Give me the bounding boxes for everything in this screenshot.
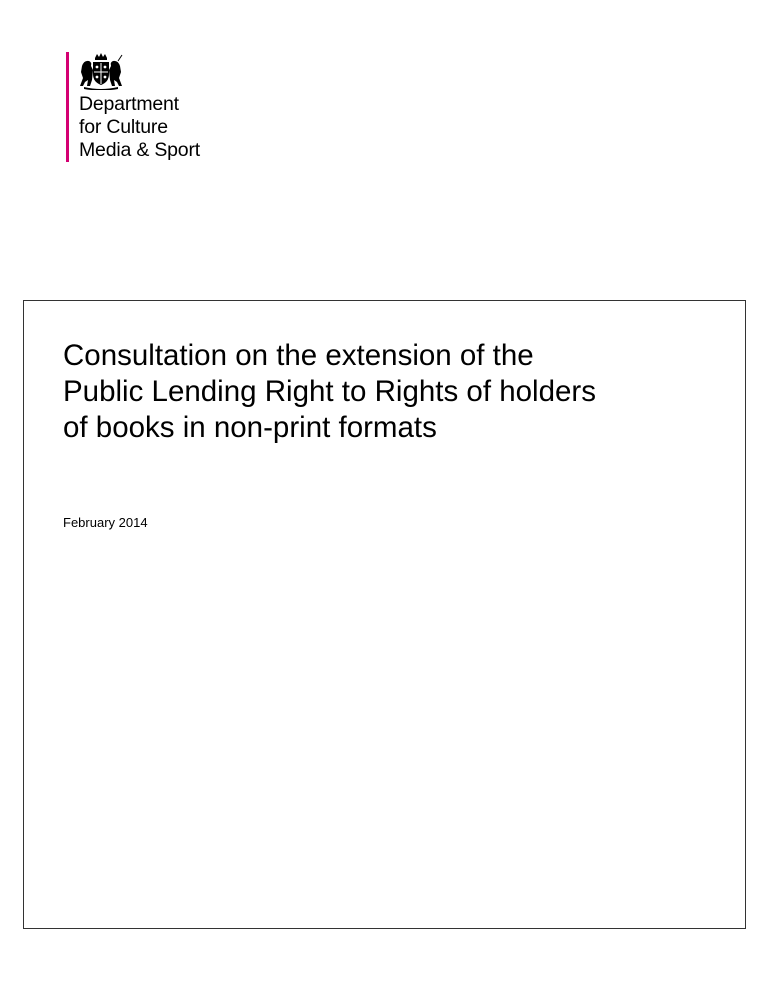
department-logo bbox=[66, 52, 246, 164]
title-line: Public Lending Right to Rights of holders bbox=[63, 375, 596, 408]
publication-date: February 2014 bbox=[63, 515, 148, 530]
title-line: Consultation on the extension of the bbox=[63, 339, 534, 372]
logo-accent-bar bbox=[66, 52, 69, 162]
title-line: of books in non-print formats bbox=[63, 411, 437, 444]
department-name-line: for Culture bbox=[79, 116, 168, 138]
department-name-line: Department bbox=[79, 93, 179, 115]
document-title bbox=[63, 338, 733, 446]
cover-panel bbox=[23, 300, 746, 929]
department-name bbox=[79, 93, 200, 162]
department-name-line: Media & Sport bbox=[79, 139, 200, 161]
royal-coat-of-arms-icon bbox=[78, 52, 124, 90]
